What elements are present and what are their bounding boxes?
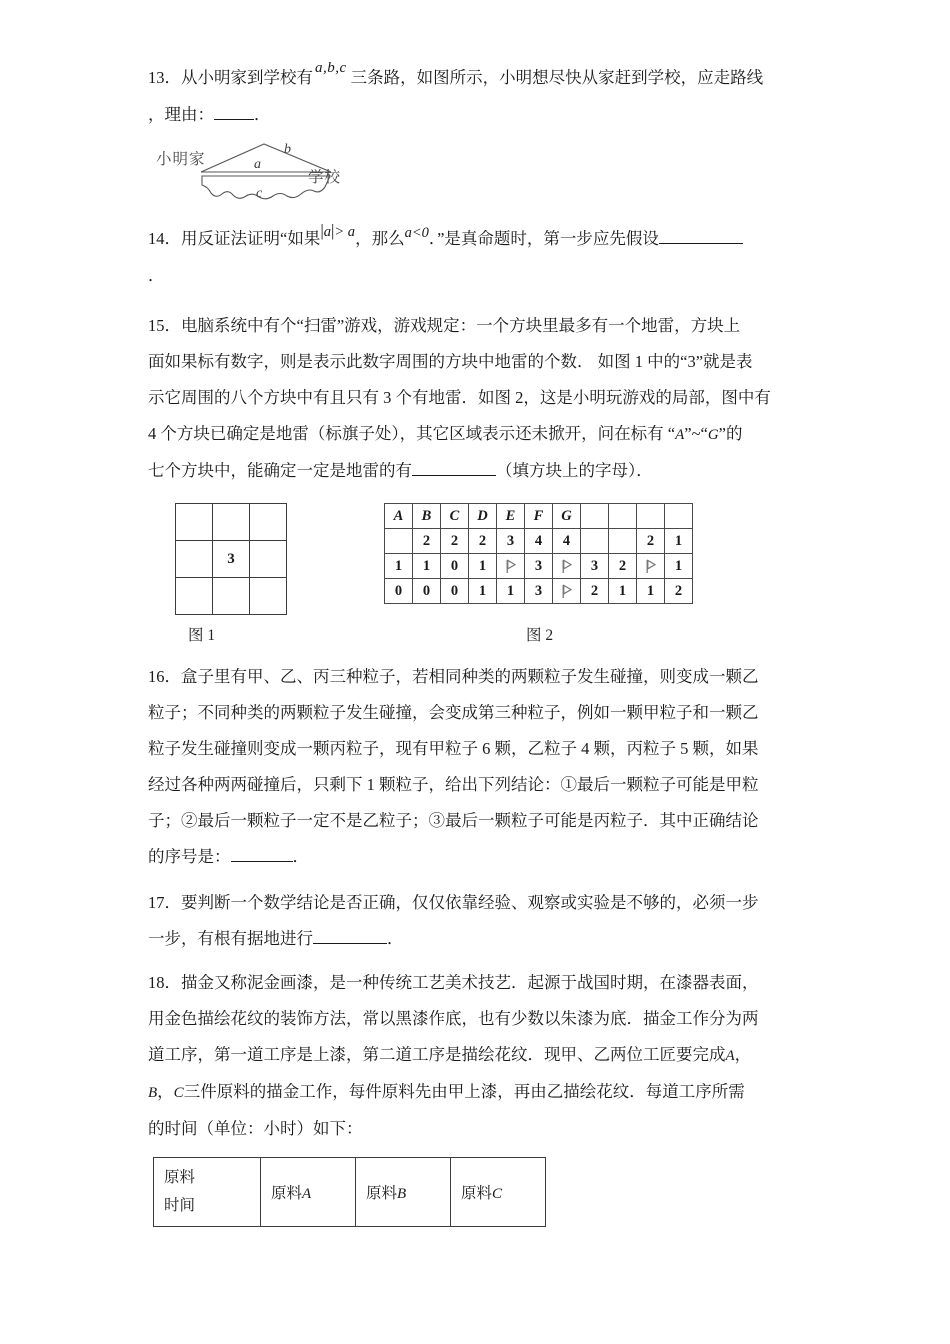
figure-2-number-cell: 1 bbox=[469, 579, 497, 604]
question-13 bbox=[148, 60, 820, 97]
figure-1-number-cell: 3 bbox=[213, 541, 250, 578]
q13-text-before: ．从小明家到学校有 bbox=[164, 68, 313, 87]
q18-line5: 的时间（单位：小时）如下： bbox=[148, 1119, 363, 1138]
mine-flag-icon bbox=[561, 559, 573, 574]
q16-number: 16 bbox=[148, 667, 165, 686]
q18-line2-wrap bbox=[148, 1001, 820, 1037]
figure-2-letter-cell: B bbox=[413, 504, 441, 529]
figure-2-number-cell: 2 bbox=[413, 529, 441, 554]
table-row bbox=[154, 1158, 546, 1227]
figure-1-empty-cell bbox=[213, 504, 250, 541]
figure-2-flag-cell bbox=[553, 554, 581, 579]
figure-2-letter-cell: G bbox=[553, 504, 581, 529]
q18-col-b-prefix: 原料 bbox=[366, 1185, 398, 1202]
figure-2-number-cell: 1 bbox=[385, 554, 413, 579]
figure-2-number-cell: 2 bbox=[441, 529, 469, 554]
q13-number: 13 bbox=[148, 68, 165, 87]
q18-col-header-b bbox=[356, 1158, 451, 1227]
q13-path-b-label: b bbox=[284, 142, 291, 157]
q14-seg2: ，那么 bbox=[355, 229, 405, 248]
q16-line3: 粒子发生碰撞则变成一颗丙粒子，现有甲粒子 6 颗，乙粒子 4 颗，丙粒子 5 颗，如果 bbox=[148, 739, 759, 758]
q14-abs-open: | bbox=[320, 221, 324, 240]
q13-paths-drawing bbox=[186, 139, 356, 205]
figure-2-flag-cell bbox=[637, 554, 665, 579]
figure-2-row bbox=[385, 504, 693, 529]
figure-1-row bbox=[176, 541, 287, 578]
figure-2-number-cell: 3 bbox=[497, 529, 525, 554]
q15-answer-blank[interactable] bbox=[412, 461, 496, 476]
figure-2-number-cell: 1 bbox=[497, 579, 525, 604]
q18-line5-wrap bbox=[148, 1111, 820, 1147]
figure-1-empty-cell bbox=[250, 541, 287, 578]
q13-path-c-label: c bbox=[256, 186, 263, 201]
q18-col-c-var: C bbox=[492, 1186, 503, 1202]
figure-2-row bbox=[385, 529, 693, 554]
q17-number: 17 bbox=[148, 893, 165, 912]
question-16 bbox=[148, 659, 820, 695]
figure-2-number-cell: 0 bbox=[413, 579, 441, 604]
figure-1-caption: 图 1 bbox=[188, 627, 216, 644]
q14-seg3: ．”是真命题时，第一步应先假设 bbox=[428, 229, 659, 248]
q18-material-b: B bbox=[148, 1085, 158, 1101]
q14-relation: > a bbox=[334, 224, 356, 240]
q18-col-a-prefix: 原料 bbox=[271, 1185, 303, 1202]
figure-1-grid bbox=[175, 503, 287, 615]
q18-number: 18 bbox=[148, 973, 165, 992]
figure-1-empty-cell bbox=[250, 504, 287, 541]
figure-2-grid bbox=[384, 503, 693, 604]
figure-2-empty-cell bbox=[581, 529, 609, 554]
q18-material-c: C bbox=[173, 1085, 184, 1101]
q16-line6-pre: 的序号是： bbox=[148, 847, 231, 866]
figure-1-empty-cell bbox=[213, 578, 250, 615]
figure-2-empty-cell bbox=[609, 529, 637, 554]
figure-2-empty-cell bbox=[581, 504, 609, 529]
q16-line2-wrap bbox=[148, 695, 820, 731]
q17-answer-blank[interactable] bbox=[313, 929, 387, 944]
q18-col-a-var: A bbox=[302, 1186, 312, 1202]
question-14 bbox=[148, 221, 820, 258]
q13-home-label: 小明家 bbox=[156, 151, 206, 168]
q15-line5-post: （填方块上的字母）． bbox=[496, 461, 653, 480]
figure-2-letter-cell: F bbox=[525, 504, 553, 529]
q18-line4-sep: ， bbox=[157, 1082, 174, 1101]
q13-abc-superscript: a,b,c bbox=[315, 60, 347, 76]
question-17 bbox=[148, 885, 820, 921]
question-15 bbox=[148, 308, 820, 344]
figure-2-letter-cell: D bbox=[469, 504, 497, 529]
figure-1-empty-cell bbox=[176, 578, 213, 615]
q18-col-b-var: B bbox=[397, 1186, 407, 1202]
q15-line4-wrap bbox=[148, 416, 820, 453]
figure-2-letter-cell: E bbox=[497, 504, 525, 529]
q17-line2-pre: 一步，有根有据地进行 bbox=[148, 929, 313, 948]
question-14-line2 bbox=[148, 258, 820, 294]
q14-number: 14 bbox=[148, 229, 165, 248]
q18-corner-top: 原料 bbox=[164, 1169, 196, 1186]
q16-line5-wrap bbox=[148, 803, 820, 839]
figure-2-letter-cell: A bbox=[385, 504, 413, 529]
q18-line4-wrap bbox=[148, 1074, 820, 1111]
figure-2-empty-cell bbox=[665, 504, 693, 529]
figure-2-number-cell: 2 bbox=[665, 579, 693, 604]
figure-2-number-cell: 1 bbox=[665, 529, 693, 554]
figure-1-empty-cell bbox=[250, 578, 287, 615]
q14-math-a-lt-0: a<0 bbox=[404, 225, 429, 241]
q18-line1: ．描金又称泥金画漆，是一种传统工艺美术技艺．起源于战国时期，在漆器表面， bbox=[164, 973, 759, 992]
q13-reason-post: ． bbox=[254, 105, 271, 124]
q15-line2-wrap bbox=[148, 344, 820, 380]
q14-seg1: ．用反证法证明“如果 bbox=[164, 229, 321, 248]
figure-2-number-cell: 2 bbox=[581, 579, 609, 604]
figure-2-number-cell: 0 bbox=[385, 579, 413, 604]
q16-line2: 粒子；不同种类的两颗粒子发生碰撞，会变成第三种粒子，例如一颗甲粒子和一颗乙 bbox=[148, 703, 759, 722]
figure-2-number-cell: 3 bbox=[525, 554, 553, 579]
q15-line5-wrap bbox=[148, 453, 820, 489]
q13-figure bbox=[156, 139, 820, 205]
figure-2-number-cell: 4 bbox=[553, 529, 581, 554]
figure-2-caption: 图 2 bbox=[526, 627, 554, 644]
q13-school-label: 学校 bbox=[308, 169, 342, 186]
figure-2-letter-cell: C bbox=[441, 504, 469, 529]
figure-2-flag-cell bbox=[553, 579, 581, 604]
q18-line3-pre: 道工序，第一道工序是上漆，第二道工序是描绘花纹．现甲、乙两位工匠要完成 bbox=[148, 1045, 726, 1064]
q18-line4-post: 三件原料的描金工作，每件原料先由甲上漆，再由乙描绘花纹．每道工序所需 bbox=[183, 1082, 745, 1101]
q17-line2-wrap bbox=[148, 921, 820, 957]
q17-line2-post: ． bbox=[387, 929, 404, 948]
figure-2-flag-cell bbox=[497, 554, 525, 579]
q13-answer-blank[interactable] bbox=[214, 105, 254, 120]
q15-figures-row bbox=[148, 503, 820, 653]
figure-2-empty-cell bbox=[609, 504, 637, 529]
figure-2-row bbox=[385, 554, 693, 579]
figure-2-number-cell: 2 bbox=[609, 554, 637, 579]
q16-line6-wrap bbox=[148, 839, 820, 875]
figure-2-number-cell: 1 bbox=[469, 554, 497, 579]
q15-line2: 面如果标有数字，则是表示此数字周围的方块中地雷的个数． 如图 1 中的“3”就是表 bbox=[148, 352, 753, 371]
figure-2-number-cell: 0 bbox=[441, 554, 469, 579]
q18-corner-bottom: 时间 bbox=[164, 1197, 196, 1214]
q18-col-header-a bbox=[261, 1158, 356, 1227]
q15-line3-wrap bbox=[148, 380, 820, 416]
q16-line3-wrap bbox=[148, 731, 820, 767]
q16-answer-blank[interactable] bbox=[231, 847, 293, 862]
figure-2-number-cell: 1 bbox=[665, 554, 693, 579]
figure-2-number-cell: 0 bbox=[441, 579, 469, 604]
q15-line3: 示它周围的八个方块中有且只有 3 个有地雷．如图 2，这是小明玩游戏的局部，图中有 bbox=[148, 388, 771, 407]
q15-line4-mid: ”~“ bbox=[684, 424, 708, 443]
q15-letter-g: G bbox=[707, 427, 719, 443]
question-13-line2 bbox=[148, 97, 820, 133]
figure-2-empty-cell bbox=[385, 529, 413, 554]
q18-line3-wrap bbox=[148, 1037, 820, 1074]
figure-2-number-cell: 3 bbox=[581, 554, 609, 579]
mine-flag-icon bbox=[505, 559, 517, 574]
q13-path-a-label: a bbox=[254, 157, 261, 172]
q18-col-c-prefix: 原料 bbox=[461, 1185, 493, 1202]
figure-2-number-cell: 1 bbox=[637, 579, 665, 604]
figure-2-number-cell: 1 bbox=[413, 554, 441, 579]
figure-2-number-cell: 1 bbox=[609, 579, 637, 604]
q17-line1: ．要判断一个数学结论是否正确，仅仅依靠经验、观察或实验是不够的，必须一步 bbox=[164, 893, 759, 912]
q15-line4-post: ”的 bbox=[718, 424, 743, 443]
figure-2-number-cell: 4 bbox=[525, 529, 553, 554]
q13-text-after: 三条路，如图所示，小明想尽快从家赶到学校，应走路线 bbox=[350, 68, 764, 87]
q14-math-abs-a-gt-a bbox=[320, 221, 356, 240]
q13-reason-pre: ，理由： bbox=[148, 105, 214, 124]
q18-table-corner-cell bbox=[154, 1158, 261, 1227]
q14-abs-close: | bbox=[330, 221, 335, 240]
figure-1-empty-cell bbox=[176, 504, 213, 541]
figure-2-row bbox=[385, 579, 693, 604]
figure-2-number-cell: 2 bbox=[469, 529, 497, 554]
q18-col-header-c bbox=[451, 1158, 546, 1227]
q18-line2: 用金色描绘花纹的装饰方法，常以黑漆作底，也有少数以朱漆为底．描金工作分为两 bbox=[148, 1009, 759, 1028]
q15-line1: ．电脑系统中有个“扫雷”游戏，游戏规定：一个方块里最多有一个地雷，方块上 bbox=[164, 316, 741, 335]
figure-1-row bbox=[176, 504, 287, 541]
q16-line4-wrap bbox=[148, 767, 820, 803]
q18-time-table bbox=[153, 1157, 546, 1227]
q16-line4: 经过各种两两碰撞后，只剩下 1 颗粒子，给出下列结论：①最后一颗粒子可能是甲粒 bbox=[148, 775, 759, 794]
figure-1-empty-cell bbox=[176, 541, 213, 578]
q15-line4-pre: 4 个方块已确定是地雷（标旗子处），其它区域表示还未掀开，问在标有 “ bbox=[148, 424, 676, 443]
question-18 bbox=[148, 965, 820, 1001]
q14-answer-blank[interactable] bbox=[659, 229, 743, 244]
q15-number: 15 bbox=[148, 316, 165, 335]
page-content bbox=[148, 60, 820, 1227]
q18-line3-post: ， bbox=[734, 1045, 752, 1064]
q14-abs-a: a bbox=[323, 224, 331, 240]
q16-line6-post: ． bbox=[292, 847, 309, 866]
q16-line1: ．盒子里有甲、乙、丙三种粒子，若相同种类的两颗粒子发生碰撞，则变成一颗乙 bbox=[164, 667, 759, 686]
q18-material-a: A bbox=[725, 1048, 735, 1064]
q16-line5: 子；②最后一颗粒子一定不是乙粒子；③最后一颗粒子可能是丙粒子．其中正确结论 bbox=[148, 811, 759, 830]
q15-line5-pre: 七个方块中，能确定一定是地雷的有 bbox=[148, 461, 412, 480]
figure-2-number-cell: 3 bbox=[525, 579, 553, 604]
figure-2-empty-cell bbox=[637, 504, 665, 529]
mine-flag-icon bbox=[561, 584, 573, 599]
q15-letter-a: A bbox=[675, 427, 685, 443]
figure-1-row bbox=[176, 578, 287, 615]
mine-flag-icon bbox=[645, 559, 657, 574]
figure-2-number-cell: 2 bbox=[637, 529, 665, 554]
q14-seg4: ． bbox=[148, 266, 165, 285]
